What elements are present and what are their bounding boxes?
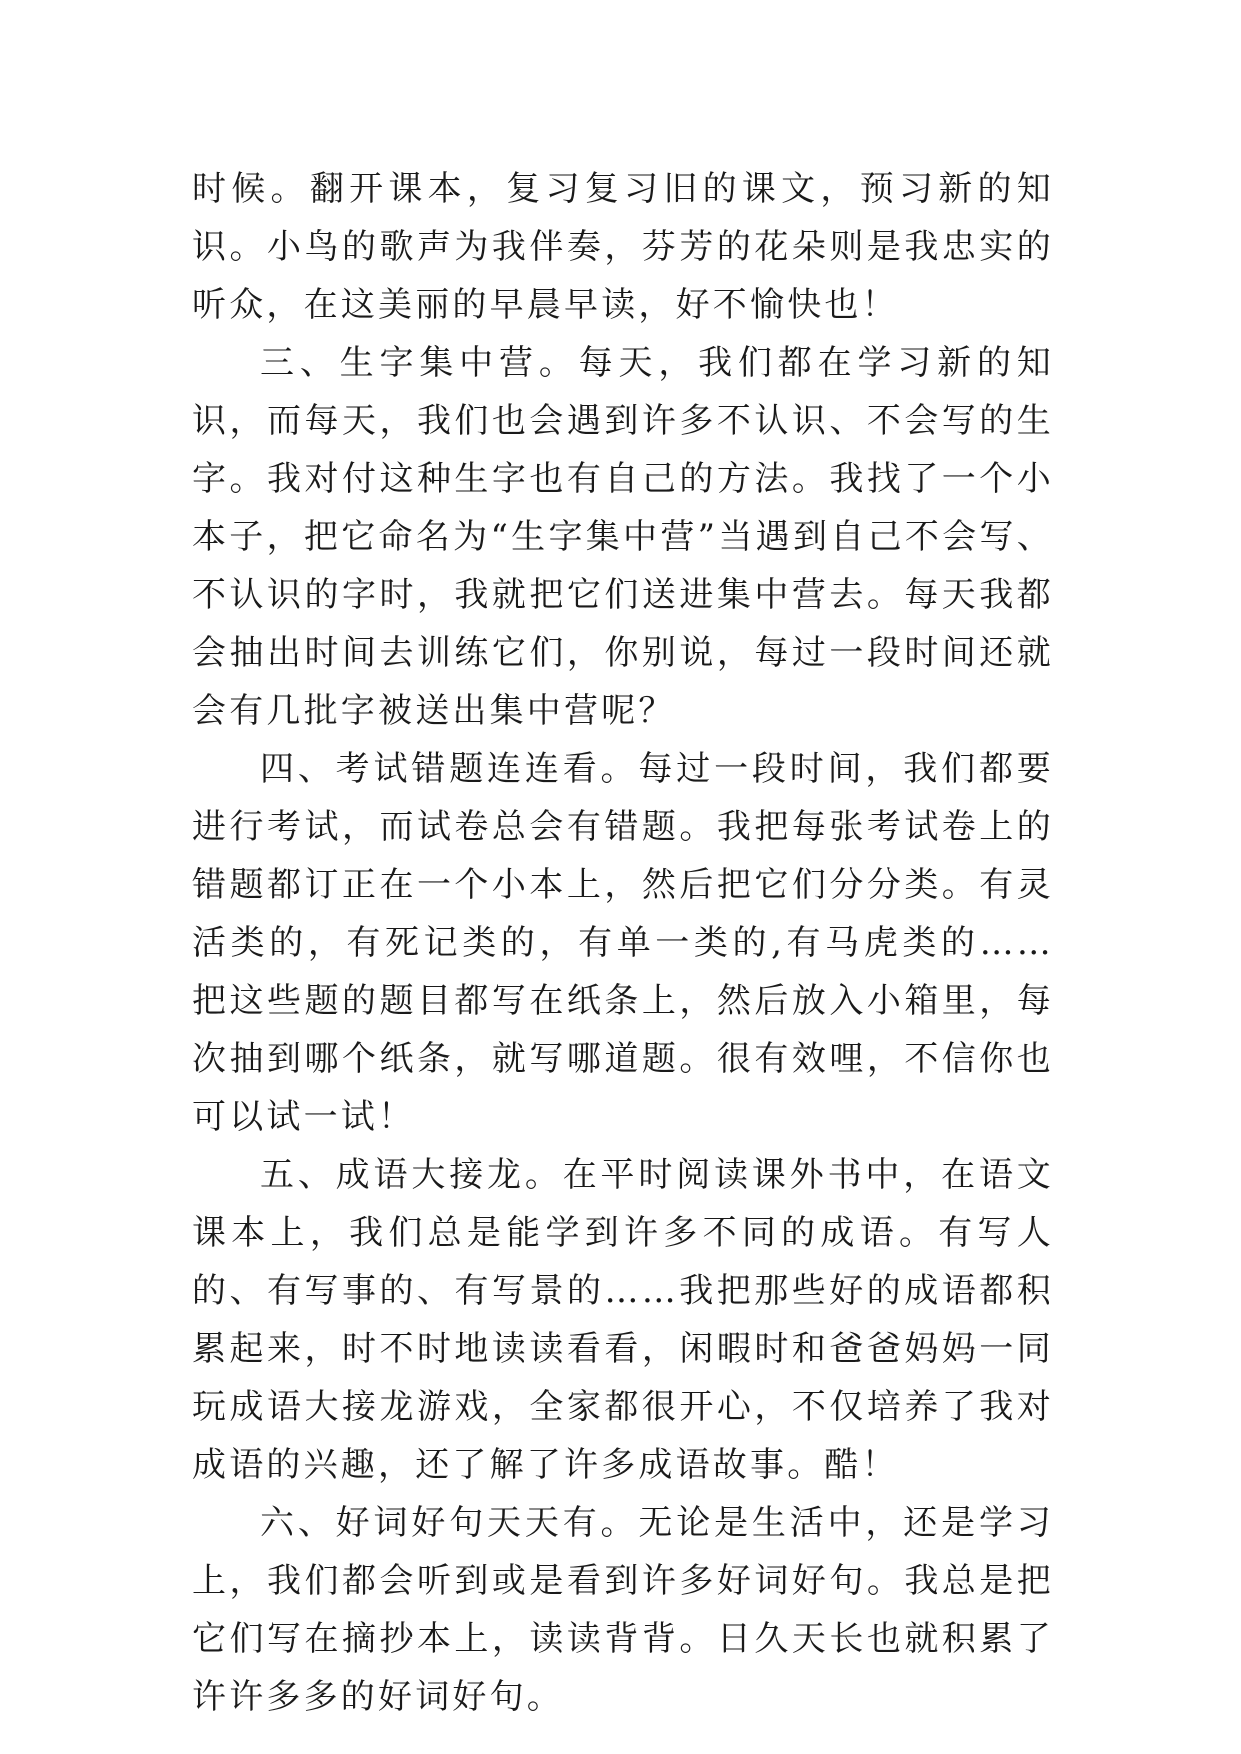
document-body (192, 160, 1054, 1726)
paragraph-continuation: 时候。翻开课本，复习复习旧的课文，预习新的知识。小鸟的歌声为我伴奏，芬芳的花朵则是我忠实的听众，在这美丽的早晨早读，好不愉快也！ (192, 169, 1054, 325)
paragraph-five-idiom-chain: 五、成语大接龙。在平时阅读课外书中，在语文课本上，我们总是能学到许多不同的成语。有写人的、有写事的、有写景的……我把那些好的成语都积累起来，时不时地读读看看，闲暇时和爸爸妈妈一同玩成语大接龙游戏，全家都很开心，不仅培养了我对成语的兴趣，还了解了许多成语故事。酷！ (192, 1155, 1054, 1485)
paragraph-six-good-words: 六、好词好句天天有。无论是生活中，还是学习上，我们都会听到或是看到许多好词好句。我总是把它们写在摘抄本上，读读背背。日久天长也就积累了许许多多的好词好句。 (192, 1503, 1054, 1717)
paragraph-three-character-camp: 三、生字集中营。每天，我们都在学习新的知识，而每天，我们也会遇到许多不认识、不会写的生字。我对付这种生字也有自己的方法。我找了一个小本子，把它命名为“生字集中营”当遇到自己不会写、不认识的字时，我就把它们送进集中营去。每天我都会抽出时间去训练它们，你别说，每过一段时间还就会有几批字被送出集中营呢？ (192, 343, 1054, 731)
paragraph-four-exam-errors: 四、考试错题连连看。每过一段时间，我们都要进行考试，而试卷总会有错题。我把每张考试卷上的错题都订正在一个小本上，然后把它们分分类。有灵活类的，有死记类的，有单一类的,有马虎类的……把这些题的题目都写在纸条上，然后放入小箱里，每次抽到哪个纸条，就写哪道题。很有效哩，不信你也可以试一试！ (192, 749, 1054, 1137)
